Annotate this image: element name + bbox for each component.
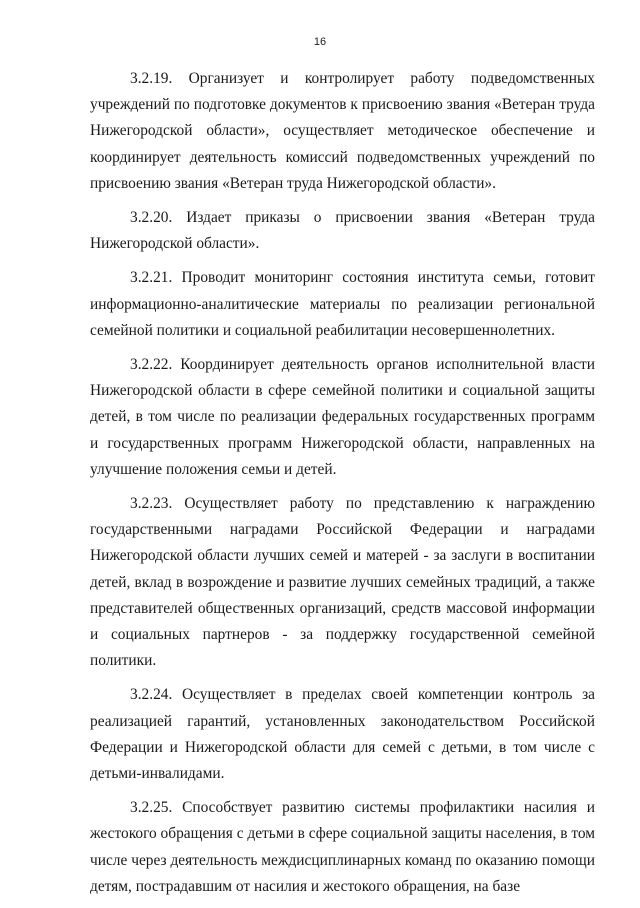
document-body <box>90 66 595 908</box>
paragraph-3-2-23: 3.2.23. Осуществляет работу по представлению к награждению государственными наградами Российской Федерации и наградами Нижегородской области лучших семей и матерей - за заслуги в воспитании детей, вклад в возрождение и развитие лучших семейных традиций, а также представителей общественных организаций, средств массовой информации и социальных партнеров - за поддержку государственной семейной политики. <box>90 495 595 670</box>
page-number: 16 <box>313 36 327 48</box>
paragraph-3-2-19: 3.2.19. Организует и контролирует работу подведомственных учреждений по подготовке документов к присвоению звания «Ветеран труда Нижегородской области», осуществляет методическое обеспечение и координирует деятельность комиссий подведомственных учреждений по присвоению звания «Ветеран труда Нижегородской области». <box>90 70 595 192</box>
paragraph-3-2-21: 3.2.21. Проводит мониторинг состояния института семьи, готовит информационно-аналитические материалы по реализации региональной семейной политики и социальной реабилитации несовершеннолетних. <box>90 269 595 339</box>
paragraph-3-2-25: 3.2.25. Способствует развитию системы профилактики насилия и жестокого обращения с детьми в сфере социальной защиты населения, в том числе через деятельность междисциплинарных команд по оказанию помощи детям, пострадавшим от насилия и жестокого обращения, на базе <box>90 799 595 895</box>
paragraph-3-2-24: 3.2.24. Осуществляет в пределах своей компетенции контроль за реализацией гарантий, установленных законодательством Российской Федерации и Нижегородской области для семей с детьми, в том числе с детьми-инвалидами. <box>90 686 595 783</box>
paragraph-3-2-22: 3.2.22. Координирует деятельность органов исполнительной власти Нижегородской области в сфере семейной политики и социальной защиты детей, в том числе по реализации федеральных государственных программ и государственных программ Нижегородской области, направленных на улучшение положения семьи и детей. <box>90 356 595 478</box>
paragraph-3-2-20: 3.2.20. Издает приказы о присвоении звания «Ветеран труда Нижегородской области». <box>90 209 595 253</box>
